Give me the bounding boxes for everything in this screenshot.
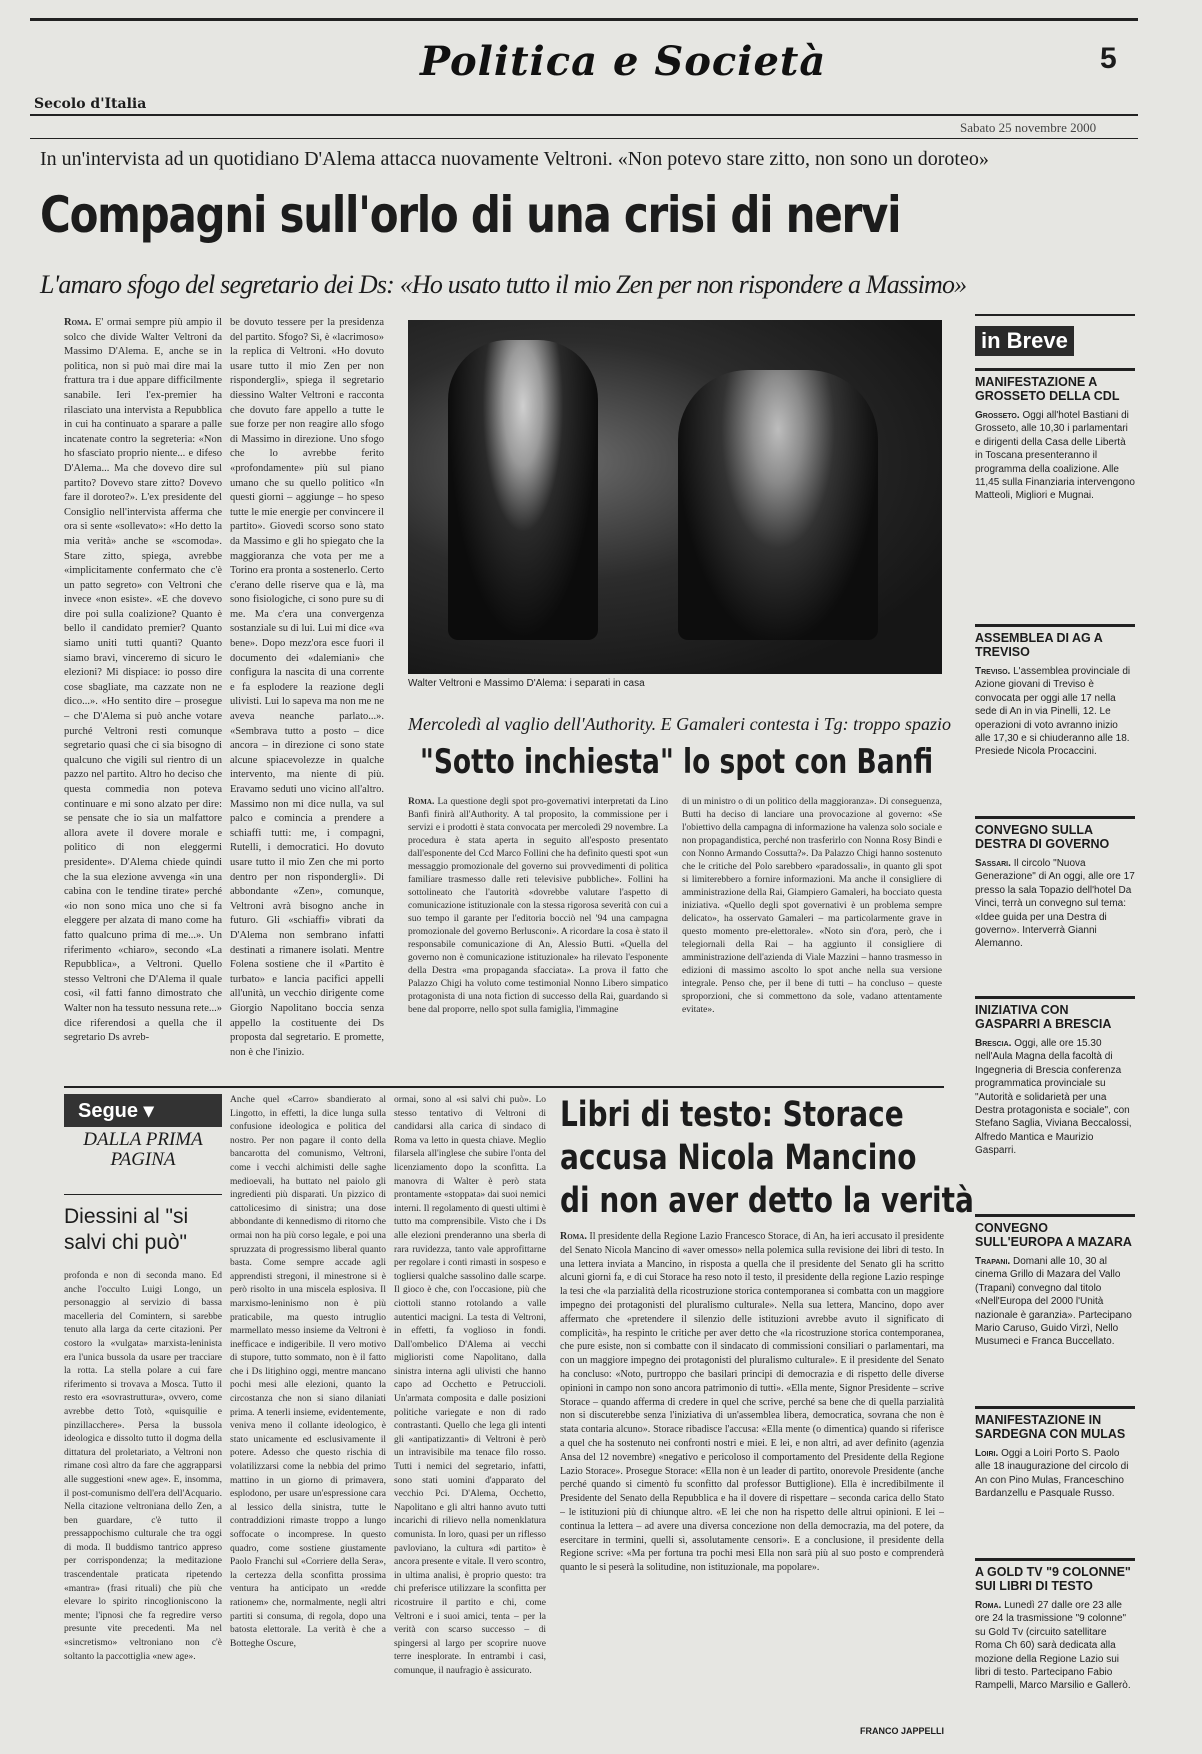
newspaper-name: Secolo d'Italia	[34, 96, 147, 112]
segue-text-1: profonda e non di seconda mano. Ed anche l'occulto Luigi Longo, un personaggio al servizio di bassa macelleria del Comintern, si sarebbe tenuto alla larga da certe citazioni. Per costoro la «vulgata» marxista-leninista era l'unica bussola da usare per tracciare la rotta. La stella polare a cui fare riferimento si trovava a Mosca. Tutto il resto era «sovrastruttura», ovvero, come avrebbe detto Totò, «quisquilie e pinzillacchere». Persa la bussola ideologica e dissolto tutto il dogma della dittatura del proletariato, a Veltroni non rimane così altro da fare che aggrapparsi alle suggestioni «new age». E, insomma, il post-comunismo dell'era dell'Acquario. Nella citazione veltroniana dello Zen, a ben guardare, c'è tutto il pressappochismo culturale che tra oggi di moda. Il buddismo tantrico appreso per corrispondenza; la meditazione trascendentale praticata ripetendo «mantra» (frasi rituali) che più che elevare lo spirito rincoglioniscono la mente; l'ipnosi che fa regredire verso presunte vite precedenti. Ma nel «sincretismo» veltroniano non c'è soltanto la paccottiglia «new age».	[64, 1271, 222, 1662]
banfi-headline: "Sotto inchiesta" lo spot con Banfi	[420, 742, 934, 782]
masthead-rule	[30, 114, 1138, 116]
segue-from: DALLA PRIMA PAGINA	[83, 1129, 203, 1170]
breve-item-body: Sassari. Il circolo "Nuova Generazione" di An oggi, alle ore 17 presso la sala Topazio dell'hotel Da Vinci, terrà un convegno sul tema: «Idee guida per una Destra di governo». Interverrà Gianni Alemanno.	[975, 858, 1135, 950]
segue-title: Diessini al "si salvi chi può"	[64, 1205, 189, 1254]
breve-item	[975, 368, 1135, 503]
page-number: 5	[1100, 42, 1117, 75]
libri-headline-line-3: di non aver detto la verità	[560, 1181, 974, 1221]
segue-banner	[64, 1094, 222, 1127]
breve-item-body: Loiri. Oggi a Loiri Porto S. Paolo alle 18 inaugurazione del circolo di An con Pino Mulas, Franceschino Bardanzellu e Pasquale Russo.	[975, 1448, 1129, 1500]
breve-item-body: Brescia. Oggi, alle ore 15.30 nell'Aula Magna della facoltà di Ingegneria di Brescia conferenza programmatica provinciale su "Autorità e solidarietà per una Destra protagonista e sociale", con Stefano Saglia, Viviana Beccalossi, Alfredo Mantica e Maurizio Gasparri.	[975, 1038, 1132, 1157]
issue-date: Sabato 25 novembre 2000	[960, 120, 1097, 135]
segue-col-1	[64, 1270, 222, 1740]
newspaper-page	[30, 14, 1138, 1742]
breve-item-title: A GOLD TV "9 COLONNE" SUI LIBRI DI TESTO	[975, 1558, 1135, 1593]
photo-caption: Walter Veltroni e Massimo D'Alema: i separati in casa	[408, 678, 645, 689]
main-article-text-1: E' ormai sempre più ampio il solco che divide Walter Veltroni da Massimo D'Alema. E, anche se in politica, non si può mai dire mai la frattura tra i due appare difficilmente sanabile. Ieri l'ex-premier ha rilasciato una intervista a Repubblica in cui ha continuato a sparare a palle incatenate contro la segreteria: «Non ho sfasciato proprio niente... e difeso D'Alema... Ma che dovevo dire sul partito? Dovevo stare zitto? Dovevo fare il doroteo?». L'ex presidente del Consiglio nell'intervista afferma che ora si sente «sollevato»: «Ho detto la mia verità» anche se «scomoda». Stare zitto, spiega, avrebbe «implicitamente confermato che c'è un patto segreto» con Veltroni che invece «non esiste». «E che dovevo dire poi sulla coalizione? Quanto è bello il candidato premier? Quanto siamo uniti tutti quanti? Quanto siamo bravi, vinceremo di sicuro le elezioni? Mi dispiace: io posso dire cose sbagliate, ma cazzate non ne dico...». «Ho sentito dire – prosegue – che D'Alema si può anche votare purché Veltroni resti comunque segretario quasi che ci sia bisogno di qualcuno che vigili sul rientro di un pazzo nel partito. Altro ho deciso che questa commedia non poteva continuare e mi sono alzato per dire: se pensate che io sia un malfattore allora avete il dovere morale e politico di non eleggermi presidente». D'Alema chiede quindi che la sua elezione avvenga «in una cabina con le tendine tirate» perché «io non sono mica uno che si fa eleggere per alzata di mano come ha fatto qualcuno prima di me...». Un riferimento «chiaro», secondo «La Repubblica», a Veltroni. Quello stesso Veltroni che D'Alema il quale così, «il fatti fanno dimostrato che Walter non ha tessuto nessuna rete...» dice riferendosi a quella che il segretario Ds avreb-	[64, 317, 222, 1044]
segue-col-3	[394, 1094, 546, 1740]
dateline: Roma.	[64, 317, 92, 328]
breve-item-body: Roma. Lunedì 27 dalle ore 23 alle ore 24 la trasmissione "9 colonne" su Gold Tv (circuito satellitare Roma Ch 60) sarà dedicata alla mozione della Regione Lazio sui libri di testo. Partecipano Fabio Rampelli, Marco Marsilio e Gallerò.	[975, 1600, 1131, 1692]
breve-item-body: Treviso. L'assemblea provinciale di Azione giovani di Treviso è convocata per oggi alle 17 nella sede di An in via Pinelli, 12. Le operazioni di voto avranno inizio alle 17,30 e si chiuderanno alle 18. Presiede Nicola Procaccini.	[975, 666, 1131, 758]
banfi-col-1	[408, 796, 668, 1080]
breve-item-title: CONVEGNO SULL'EUROPA A MAZARA	[975, 1214, 1135, 1249]
top-rule	[30, 18, 1138, 21]
libri-headline	[560, 1094, 974, 1223]
breve-item	[975, 624, 1135, 759]
segue-col-2	[230, 1094, 386, 1740]
breve-top-rule	[975, 314, 1135, 316]
section-title: Politica e Società	[420, 38, 827, 85]
breve-item	[975, 1214, 1135, 1349]
banfi-kicker: Mercoledì al vaglio dell'Authority. E Gamaleri contesta i Tg: troppo spazio	[408, 714, 951, 734]
photo-figure-right	[678, 370, 878, 640]
banfi-dateline: Roma.	[408, 797, 435, 807]
segue-text-3: ormai, sono al «si salvi chi può». Lo stesso tentativo di Veltroni di candidarsi alla carica di sindaco di Roma va letto in questa chiave. Meglio filarsela all'inglese che subire l'onta del licenziamento dopo la sconfitta. La manovra di Walter è però stata prontamente «stoppata» dai suoi nemici interni. Il regolamento di questi ultimi è tutto ma comprensibile. Visto che i Ds alle elezioni prenderanno una sberla di rara ruvidezza, tanto vale approfittarne per regolare i conti rimasti in sospeso e togliersi qualche sassolino dalle scarpe. Il gioco è che, con l'occasione, più che ciottoli stanno rotolando a valle autentici macigni. La testa di Veltroni, in effetti, fa voglioso in fondi. Dall'ombelico D'Alema ai vecchi miglioristi come Napolitano, dalla sinistra interna agli ulivisti che hanno capo ad Occhetto e Petruccioli. Un'armata composita e dalle posizioni politiche variegate e non di rado contrastanti. Quello che lega gli intenti gli «antipatizzanti» di Veltroni è però un intravisibile ma tenace filo rosso. Tutti i nemici del segretario, infatti, sono stati uomini d'apparato del vecchio Pci. D'Alema, Occhetto, Napolitano e gli altri hanno avuto tutti incarichi di rilievo nella nomenklatura comunista. In loro, quasi per un riflesso pavloviano, la cultura «di partito» è ancora presente e vitale. Il vero scontro, in ultima analisi, è proprio questo: tra chi preferisce utilizzare la sconfitta per ricostruire il partito e chi, come Veltroni e i suoi amici, tenta – per la verità con scarso successo – di spingersi al largo per scoprire nuove terre inesplorate. In entrambi i casi, comunque, il naufragio è assicurato.	[394, 1095, 546, 1676]
main-article-col-2	[230, 316, 384, 1071]
main-headline: Compagni sull'orlo di una crisi di nervi	[40, 186, 901, 244]
libri-headline-line-2: accusa Nicola Mancino	[560, 1138, 917, 1178]
segue-label: Segue	[78, 1100, 139, 1122]
date-rule	[30, 138, 1138, 139]
segue-rule	[64, 1194, 222, 1195]
libri-dateline: Roma.	[560, 1231, 587, 1242]
breve-item	[975, 816, 1135, 951]
breve-item	[975, 1406, 1135, 1501]
main-article-text-2: be dovuto tessere per la presidenza del partito. Sfogo? Sì, è «lacrimoso» la replica di Veltroni. «Ho dovuto usare tutto il mio Zen per non rispondergli», spiega il segretario diessino Walter Veltroni e racconta che dovuto fare appello a tutte le sue forze per non reagire allo sfogo di Massimo in direzione. Uno sfogo che lo avrebbe ferito «profondamente» più sul piano umano che su quello politico «In questi giorni – aggiunge – ho speso tutte le mie energie per convincere il partito». Giovedì scorso sono stato da Massimo e gli ho spiegato che la maggioranza che vota per me a Torino era pronta a sostenerlo. Certo c'erano delle riserve qua e là, ma sono fisiologiche, ci sono pure su di me. Ma c'era una convergenza sostanziale su di lui. Lui mi dice «va bene». Dopo mezz'ora esce fuori il documento dei «dalemiani» che configura la nascita di una corrente e fa esplodere la reazione degli ulivisti. Lui lo sapeva ma non me ne aveva neanche parlato...». «Sembrava tutto a posto – dice ancora – in direzione ci sono state alcune spiacevolezze in qualche intervento, ma niente di più. Eravamo seduti uno vicino all'altro. Massimo non mi dice nulla, va sul palco e comincia a prendere a schiaffi tutti: me, i compagni, Rutelli, i democratici. Ho dovuto usare tutto il mio Zen che mi porto dentro per non rispondergli». Di abbondante «Zen», comunque, Veltroni avrà bisogno anche in futuro. Gli «schiaffi» vibrati da D'Alema non sembrano infatti destinati a rimanere isolati. Mentre Folena sostiene che il «Partito è turbato» e lancia pacifici appelli all'unità, un vecchio dirigente come Giorgio Napolitano boccia senza appello la costituente dei Ds proposta dal segretario. E promette, non è che l'inizio.	[230, 317, 384, 1058]
libri-text: Il presidente della Regione Lazio Francesco Storace, di An, ha ieri accusato il presidente del Senato Nicola Mancino di «aver omesso» nella polemica sulla revisione dei libri di testo. In una lettera inviata a Mancino, in risposta a quella che il presidente del Senato gli ha scritto alcuni giorni fa, e di cui Storace ha reso noto il testo, il presidente della regione Lazio respinge la tesi che «la parzialità della ricostruzione storica contemporanea si combatta con un maggiore impegno dei protagonisti del pluralismo culturale». Nella sua lettera, Mancino, dopo aver affermato che «pretendere il silenzio delle istituzioni avrebbe avuto il significato di complicità», ha respinto le critiche per aver detto che «la ricostruzione storica contemporanea, che pure esiste, non si combatte con il sindacato di commissioni consiliari o parlamentari, ma con un maggiore impegno dei protagonisti del pluralismo culturale». E il presidente del Senato ha concluso: «Noto, purtroppo che basilari principi di democrazia e di rispetto delle diverse opinioni in campo non sono ancora patrimonio di tutti». «Ella mente, Signor Presidente – scrive Storace – quando afferma di credere in quel che scrive, perché sa bene che di quella parzialità non si discuterebbe senza l'iniziativa di un'assemblea libera, democratica, sovrana che non è stata contaria alcuno». Storace ribadisce l'accusa: «Ella mente (o dimentica) quando si riferisce a quel che ha sostenuto nei confronti nostri e miei. E lei, e non altri, ad aver definito (agenzia Ansa del 12 novembre) «negativo e pericoloso il comportamento del Presidente della Regione Lazio Storace». Prosegue Storace: «Ella non è un leader di partito, onorevole Presidente (anche perché quando si cimentò fu sconfitto dal professor Buttiglione). Ella è incredibilmente il Presidente del Senato della Repubblica e ha il dovere di rispettare – seconda carica dello Stato – le istituzioni più di chiunque altro. «E lei che non ha rispetto delle altrui opinioni. E lei – continua la lettera – ad avere una diversa concezione non della democrazia, ma del potere, da esercitare in termini, quelli sì, assolutamente censori». E a conclusione, il presidente della Regione scrive: «Ma per fortuna tra pochi mesi Ella non sarà più al suo posto e comprenderà quanto le si peserà la solitudine, non istituzionale, ma popolare».	[560, 1231, 944, 1574]
breve-item-title: CONVEGNO SULLA DESTRA DI GOVERNO	[975, 816, 1135, 851]
breve-item-title: MANIFESTAZIONE IN SARDEGNA CON MULAS	[975, 1406, 1135, 1441]
main-article-col-1	[64, 316, 222, 1071]
libri-byline: FRANCO JAPPELLI	[859, 1726, 944, 1736]
photo-figure-left	[448, 340, 598, 640]
breve-item	[975, 1558, 1135, 1693]
breve-item-title: INIZIATIVA CON GASPARRI A BRESCIA	[975, 996, 1135, 1031]
main-subhead: L'amaro sfogo del segretario dei Ds: «Ho usato tutto il mio Zen per non rispondere a Massimo»	[40, 270, 967, 299]
in-breve-sidebar	[975, 314, 1135, 1734]
breve-item-title: ASSEMBLEA DI AG A TREVISO	[975, 624, 1135, 659]
libri-headline-line-1: Libri di testo: Storace	[560, 1095, 904, 1135]
banfi-text-1: La questione degli spot pro-governativi interpretati da Lino Banfi finirà all'Authority. A tal proposito, la commissione per i servizi e i prodotti è stata convocata per mercoledì 29 novembre. La procedura è stata aperta in seguito all'esposto presentato dall'esponente del Ccd Marco Follini che ha definito questi spot «un messaggio promozionale del governo sui provvedimenti di politica familiare trasmesso dalle reti televisive pubbliche». Follini ha sottolineato che l'autorità «dovrebbe valutare l'aspetto di comunicazione istituzionale con la stessa rigorosa severità con cui a suo tempo il garante per l'editoria bocciò nel '94 una campagna promozionale del governo Berlusconi». A ricordare la cosa è stato il responsabile comunicazione di An, Alessio Butti. «Quella del governo non è comunicazione istituzionale» ha rilevato l'esponente della Destra «ma propaganda sfacciata». La prova il fatto che Palazzo Chigi ha voluto come testimonial Nonno Libero simpatico protagonista di una nota fiction di successo della Rai, guardando sì bene dal proporre, nello spot sulla famiglia, l'immagine	[408, 797, 668, 1015]
main-kicker: In un'intervista ad un quotidiano D'Alema attacca nuovamente Veltroni. «Non potevo stare zitto, non sono un doroteo»	[40, 148, 989, 170]
in-breve-tag: in Breve	[975, 326, 1074, 356]
photo-veltroni-dalema	[408, 320, 942, 674]
breve-item-body: Grosseto. Oggi all'hotel Bastiani di Grosseto, alle 10,30 i parlamentari e dirigenti della Casa delle Libertà in Toscana presenteranno il programma della coalizione. Alle 11,45 sulla Finanziaria intervengono Matteoli, Migliori e Mugnai.	[975, 410, 1135, 502]
breve-item	[975, 996, 1135, 1158]
banfi-col-2	[682, 796, 942, 1080]
segue-text-2: Anche quel «Carro» sbandierato al Lingotto, in effetti, la dice lunga sulla confusione ideologica e politica del nostro. Per non pagare il conto della bancarotta del comunismo, Veltroni, come i vecchi alchimisti delle saghe medioevali, ha buttato nel paiolo gli ingredienti più disparati. Un pizzico di cattolicesimo di sinistra; una dose abbondante di kennedismo di ritorno che ormai non ha più corso legale, e poi una spruzzata di progressismo liberal quanto basta. Come sempre accade agli apprendisti stregoni, il minestrone si è però risolto in una miscela esplosiva. Il marxismo-leninismo non è più praticabile, ma questo intruglio marmellato messo insieme da Veltroni è inefficace e indigeribile. Il vero motivo di stupore, tutto sommato, non è il fatto che i Ds litighino oggi, mentre mancano pochi mesi alle elezioni, quanto la circostanza che non si siano dilaniati prima. A tenerli insieme, evidentemente, veniva meno il collante ideologico, è stato unicamente ed esclusivamente il potere. Adesso che questo rischia di volatilizzarsi come la nebbia del primo mattino in un giorno di primavera, esplodono, per usare un'espressione cara al lessico della sinistra, tutte le contraddizioni rimaste troppo a lungo soffocate o incomprese. In questo quadro, come sostiene giustamente Paolo Franchi sul «Corriere della Sera», la certezza della sconfitta prossima ventura ha anticipato un «redde rationem» che, normalmente, negli altri partiti si consuma, di regola, dopo una batosta elettorale. La verità è che a Botteghe Oscure,	[230, 1095, 386, 1649]
middle-rule	[64, 1086, 944, 1088]
libri-body	[560, 1230, 944, 1720]
breve-item-body: Trapani. Domani alle 10, 30 al cinema Grillo di Mazara del Vallo (Trapani) convegno dal titolo «Nell'Europa del 2000 l'Unità nazionale è garanzia». Partecipano Mario Caruso, Guido Virzì, Nello Musumeci e Franca Buccellato.	[975, 1256, 1132, 1348]
banfi-text-2: di un ministro o di un politico della maggioranza». Di conseguenza, Butti ha deciso di lanciare una provocazione al governo: «Se l'obiettivo della campagna di informazione ha valenza solo sociale e non propagandistica, perché non trasferirlo con Nonna Rosy Bindi e con Nonno Armando Cossutta?». Da Palazzo Chigi hanno sostenuto che le critiche del Polo sarebbero «paradossali», in quanto gli spot si limiterebbero a fornire informazioni. Ma anche il consigliere di amministrazione della Rai, Giampiero Gamaleri, ha bocciato questa iniziativa. «Quello degli spot governativi è un problema sempre delicato», ha osservato Gamaleri – ma particolarmente grave in questo momento pre-elettorale». «Noto sin d'ora, però, che i telegiornali della Rai – ha aggiunto il consigliere di amministrazione dell'azienda di Viale Mazzini – hanno trasmesso in edizioni di massimo ascolto lo spot anche nella sua versione integrale. Penso che, per il bene di tutti – ha concluso – queste sproporzioni, che si commettono da sole, vadano attentamente evitate».	[682, 797, 942, 1015]
breve-item-title: MANIFESTAZIONE A GROSSETO DELLA CDL	[975, 368, 1135, 403]
segue-arrow-icon: ▾	[143, 1100, 154, 1122]
